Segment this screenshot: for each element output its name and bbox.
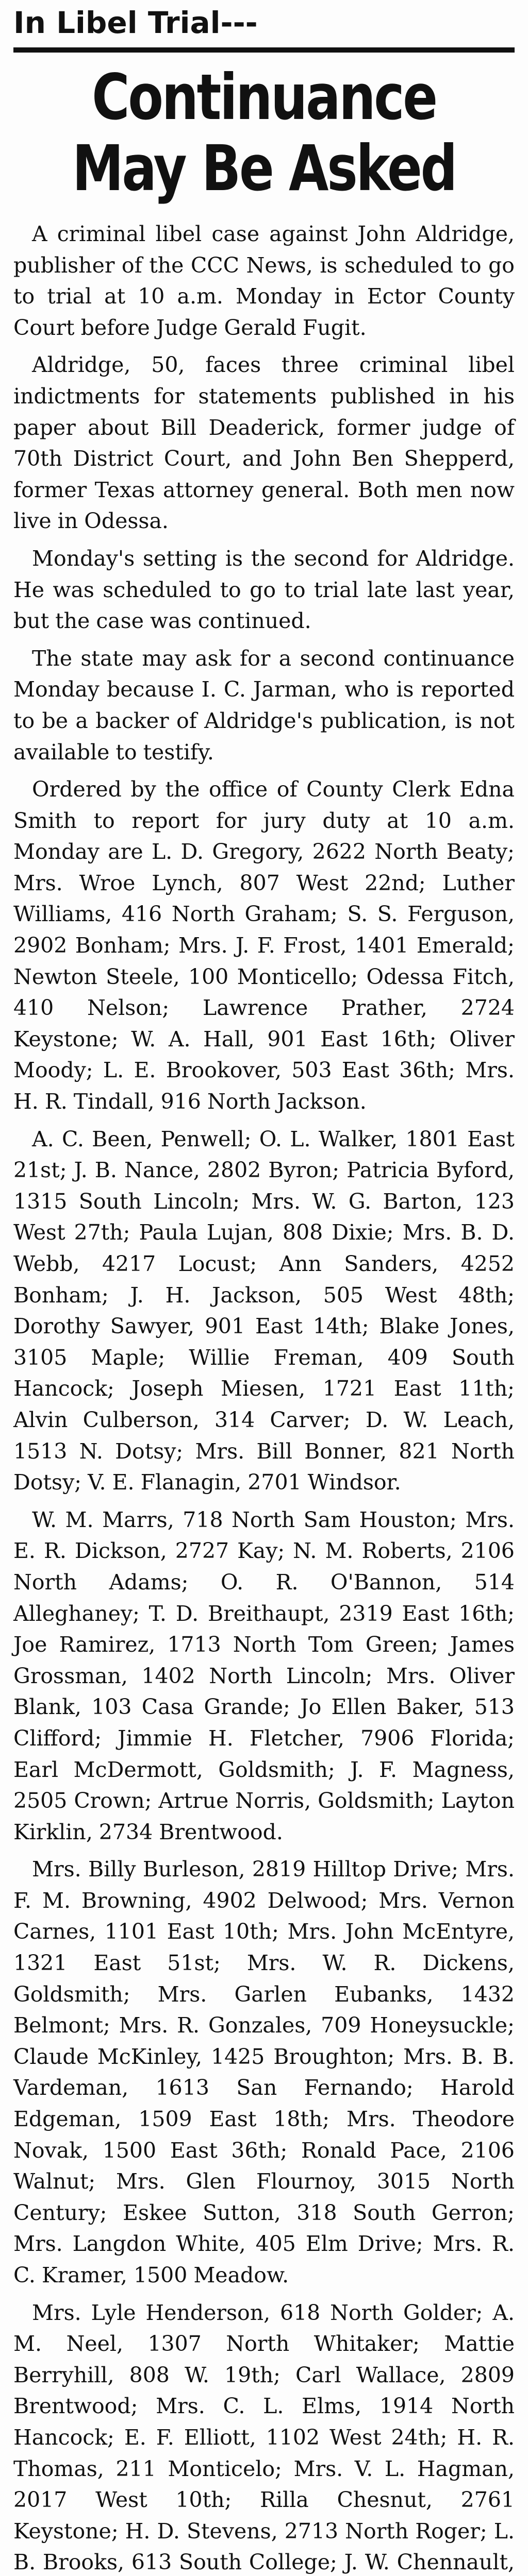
headline-line-1: Continuance <box>92 61 436 134</box>
article-body <box>13 218 515 2576</box>
paragraph-jury-list-4: Mrs. Billy Burleson, 2819 Hilltop Drive; Mrs. F. M. Browning, 4902 Delwood; Mrs. Vernon Carnes, 1101 East 10th; Mrs. John McEntyre, 1321 East 51st; Mrs. W. R. Dickens, Goldsmith; Mrs. Garlen Eubanks, 1432 Belmont; Mrs. R. Gonzales, 709 Honeysuckle; Claude McKinley, 1425 Broughton; Mrs. B. B. Vardeman, 1613 San Fernando; Harold Edgeman, 1509 East 18th; Mrs. Theodore Novak, 1500 East 36th; Ronald Pace, 2106 Walnut; Mrs. Glen Flournoy, 3015 North Century; Eskee Sutton, 318 South Gerron; Mrs. Langdon White, 405 Elm Drive; Mrs. R. C. Kramer, 1500 Meadow. <box>13 1857 515 2287</box>
paragraph-jury-list-2: A. C. Been, Penwell; O. L. Walker, 1801 East 21st; J. B. Nance, 2802 Byron; Patricia Byford, 1315 South Lincoln; Mrs. W. G. Barton, 123 West 27th; Paula Lujan, 808 Dixie; Mrs. B. D. Webb, 4217 Locust; Ann Sanders, 4252 Bonham; J. H. Jackson, 505 West 48th; Dorothy Sawyer, 901 East 14th; Blake Jones, 3105 Maple; Willie Freman, 409 South Hancock; Joseph Miesen, 1721 East 11th; Alvin Culberson, 314 Carver; D. W. Leach, 1513 N. Dotsy; Mrs. Bill Bonner, 821 North Dotsy; V. E. Flanagin, 2701 Windsor. <box>13 1126 515 1495</box>
headline-line-2: May Be Asked <box>72 132 456 205</box>
paragraph-lead: A criminal libel case against John Aldridge, publisher of the CCC News, is scheduled to go to trial at 10 a.m. Monday in Ector County Court before Judge Gerald Fugit. <box>13 222 515 340</box>
paragraph-jury-list-3: W. M. Marrs, 718 North Sam Houston; Mrs. E. R. Dickson, 2727 Kay; N. M. Roberts, 2106 North Adams; O. R. O'Bannon, 514 Alleghaney; T. D. Breithaupt, 2319 East 16th; Joe Ramirez, 1713 North Tom Green; James Grossman, 1402 North Lincoln; Mrs. Oliver Blank, 103 Casa Grande; Jo Ellen Baker, 513 Clifford; Jimmie H. Fletcher, 7906 Florida; Earl McDermott, Goldsmith; J. F. Magness, 2505 Crown; Artrue Norris, Goldsmith; Layton Kirklin, 2734 Brentwood. <box>13 1507 515 1844</box>
paragraph-jury-list-1: Ordered by the office of County Clerk Edna Smith to report for jury duty at 10 a.m. Monday are L. D. Gregory, 2622 North Beaty; Mrs. Wroe Lynch, 807 West 22nd; Luther Williams, 416 North Graham; S. S. Ferguson, 2902 Bonham; Mrs. J. F. Frost, 1401 Emerald; Newton Steele, 100 Monticello; Odessa Fitch, 410 Nelson; Lawrence Prather, 2724 Keystone; W. A. Hall, 901 East 16th; Oliver Moody; L. E. Brookover, 503 East 36th; Mrs. H. R. Tindall, 916 North Jackson. <box>13 777 515 1114</box>
paragraph-continuance: The state may ask for a second continuance Monday because I. C. Jarman, who is reported to be a backer of Aldridge's publication, is not available to testify. <box>13 646 515 765</box>
paragraph-jury-list-5: Mrs. Lyle Henderson, 618 North Golder; A. M. Neel, 1307 North Whitaker; Mattie Berryhill, 808 W. 19th; Carl Wallace, 2809 Brentwood; Mrs. C. L. Elms, 1914 North Hancock; E. F. Elliott, 1102 West 24th; H. R. Thomas, 211 Monticelo; Mrs. V. L. Hagman, 2017 West 10th; Rilla Chesnut, 2761 Keystone; H. D. Stevens, 2713 North Roger; L. B. Brooks, 613 South College; J. W. Chennault, <box>13 2300 515 2575</box>
paragraph-setting: Monday's setting is the second for Aldridge. He was scheduled to go to trial late last year, but the case was continued. <box>13 546 515 634</box>
main-headline <box>58 62 469 204</box>
kicker-headline: In Libel Trial--- <box>13 0 515 53</box>
paragraph-indictments: Aldridge, 50, faces three criminal libel indictments for statements published in his paper about Bill Deaderick, former judge of 70th District Court, and John Ben Shepperd, former Texas attorney general. Both men now live in Odessa. <box>13 352 515 534</box>
